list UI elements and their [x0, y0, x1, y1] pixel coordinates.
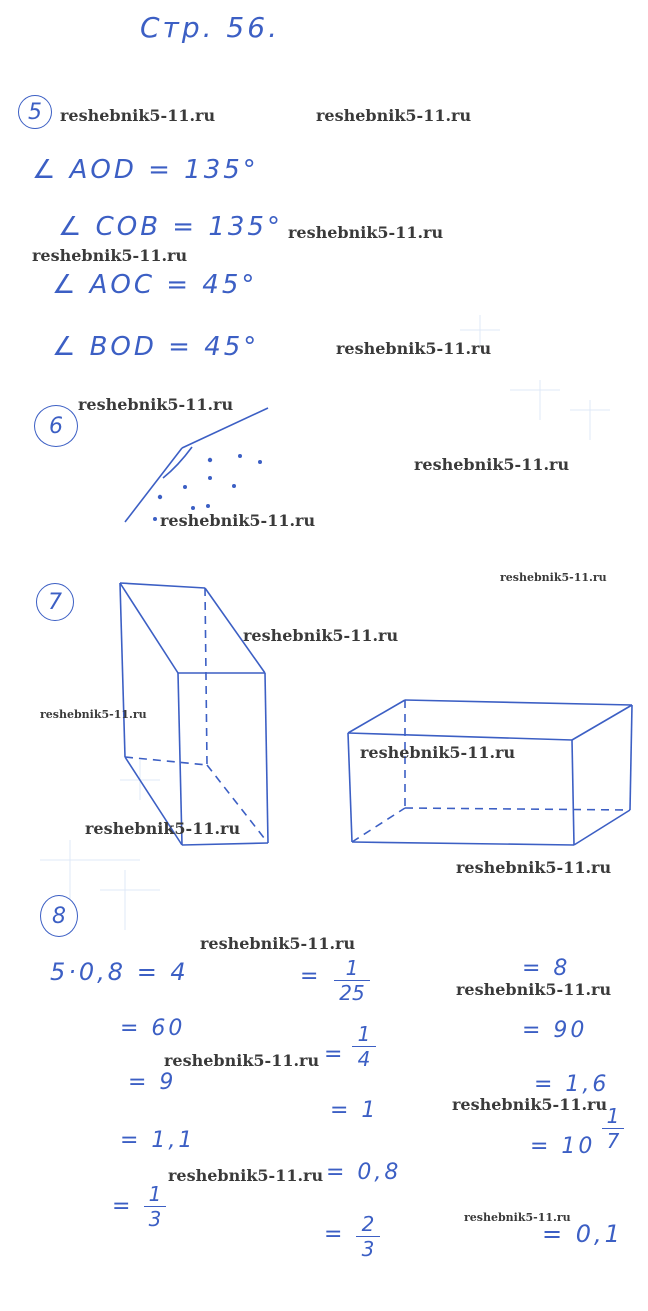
task-8-right-mixed-prefix: = 10 — [530, 1134, 596, 1159]
fraction-denominator: 4 — [357, 1047, 371, 1071]
watermark: reshebnik5-11.ru — [168, 1166, 324, 1185]
fraction-denominator: 7 — [606, 1129, 620, 1153]
watermark: reshebnik5-11.ru — [164, 1051, 320, 1070]
task-8-mid-2: = 0,8 — [326, 1160, 402, 1185]
fraction-numerator: 1 — [606, 1104, 620, 1128]
task-8-left-2: = 60 — [120, 1016, 186, 1041]
task-8-left-frac-prefix: = — [112, 1194, 134, 1219]
watermark: reshebnik5-11.ru — [160, 511, 316, 530]
task-8-mid-fraction-3 — [356, 1214, 380, 1259]
task-7-number: 7 — [36, 583, 74, 621]
task-8-left-4: = 1,1 — [120, 1128, 196, 1153]
watermark: reshebnik5-11.ru — [288, 223, 444, 242]
task-5-line-4: ∠ BOD = 45° — [52, 332, 260, 362]
task-8-right-1: = 8 — [522, 956, 571, 981]
watermark: reshebnik5-11.ru — [40, 708, 147, 721]
task-8-left-fraction — [144, 1184, 166, 1229]
wide-box-figure — [348, 700, 632, 845]
task-5-line-1: ∠ AOD = 135° — [32, 155, 259, 185]
watermark: reshebnik5-11.ru — [456, 858, 612, 877]
task-5-line-2: ∠ COB = 135° — [58, 212, 283, 242]
task-8-mid-1: = 1 — [330, 1098, 379, 1123]
watermark: reshebnik5-11.ru — [243, 626, 399, 645]
fraction-numerator: 1 — [357, 1022, 371, 1046]
task-8-left-1: 5·0,8 = 4 — [50, 958, 189, 986]
angle-figure — [125, 408, 268, 522]
watermark: reshebnik5-11.ru — [456, 980, 612, 999]
fraction-numerator: 1 — [345, 956, 359, 980]
task-8-mid-frac-2-prefix: = — [324, 1042, 346, 1067]
page-header: Стр. 56. — [140, 11, 280, 44]
task-5-line-3: ∠ AOC = 45° — [52, 270, 258, 300]
watermark: reshebnik5-11.ru — [200, 934, 356, 953]
watermark: reshebnik5-11.ru — [78, 395, 234, 414]
watermark: reshebnik5-11.ru — [452, 1095, 608, 1114]
watermark: reshebnik5-11.ru — [464, 1211, 571, 1224]
task-8-left-3: = 9 — [128, 1070, 177, 1095]
watermark: reshebnik5-11.ru — [414, 455, 570, 474]
task-5-number: 5 — [18, 95, 52, 129]
fraction-numerator: 2 — [361, 1212, 375, 1236]
task-8-right-2: = 90 — [522, 1018, 588, 1043]
watermark: reshebnik5-11.ru — [60, 106, 216, 125]
watermark: reshebnik5-11.ru — [500, 571, 607, 584]
task-8-right-4: = 0,1 — [542, 1220, 623, 1248]
watermark: reshebnik5-11.ru — [316, 106, 472, 125]
fraction-denominator: 3 — [148, 1207, 162, 1231]
watermark: reshebnik5-11.ru — [85, 819, 241, 838]
fraction-denominator: 3 — [361, 1237, 375, 1261]
fraction-numerator: 1 — [148, 1182, 162, 1206]
task-8-mid-fraction-2 — [352, 1024, 376, 1069]
task-8-mid-frac-1-prefix: = — [300, 964, 322, 989]
task-8-right-3: = 1,6 — [534, 1072, 610, 1097]
task-8-mid-frac-3-prefix: = — [324, 1222, 346, 1247]
fraction-denominator: 25 — [339, 981, 365, 1005]
task-8-number: 8 — [40, 895, 78, 937]
task-8-mid-fraction-1 — [334, 958, 370, 1003]
watermark: reshebnik5-11.ru — [32, 246, 188, 265]
watermark: reshebnik5-11.ru — [360, 743, 516, 762]
task-6-number: 6 — [34, 405, 78, 447]
watermark: reshebnik5-11.ru — [336, 339, 492, 358]
